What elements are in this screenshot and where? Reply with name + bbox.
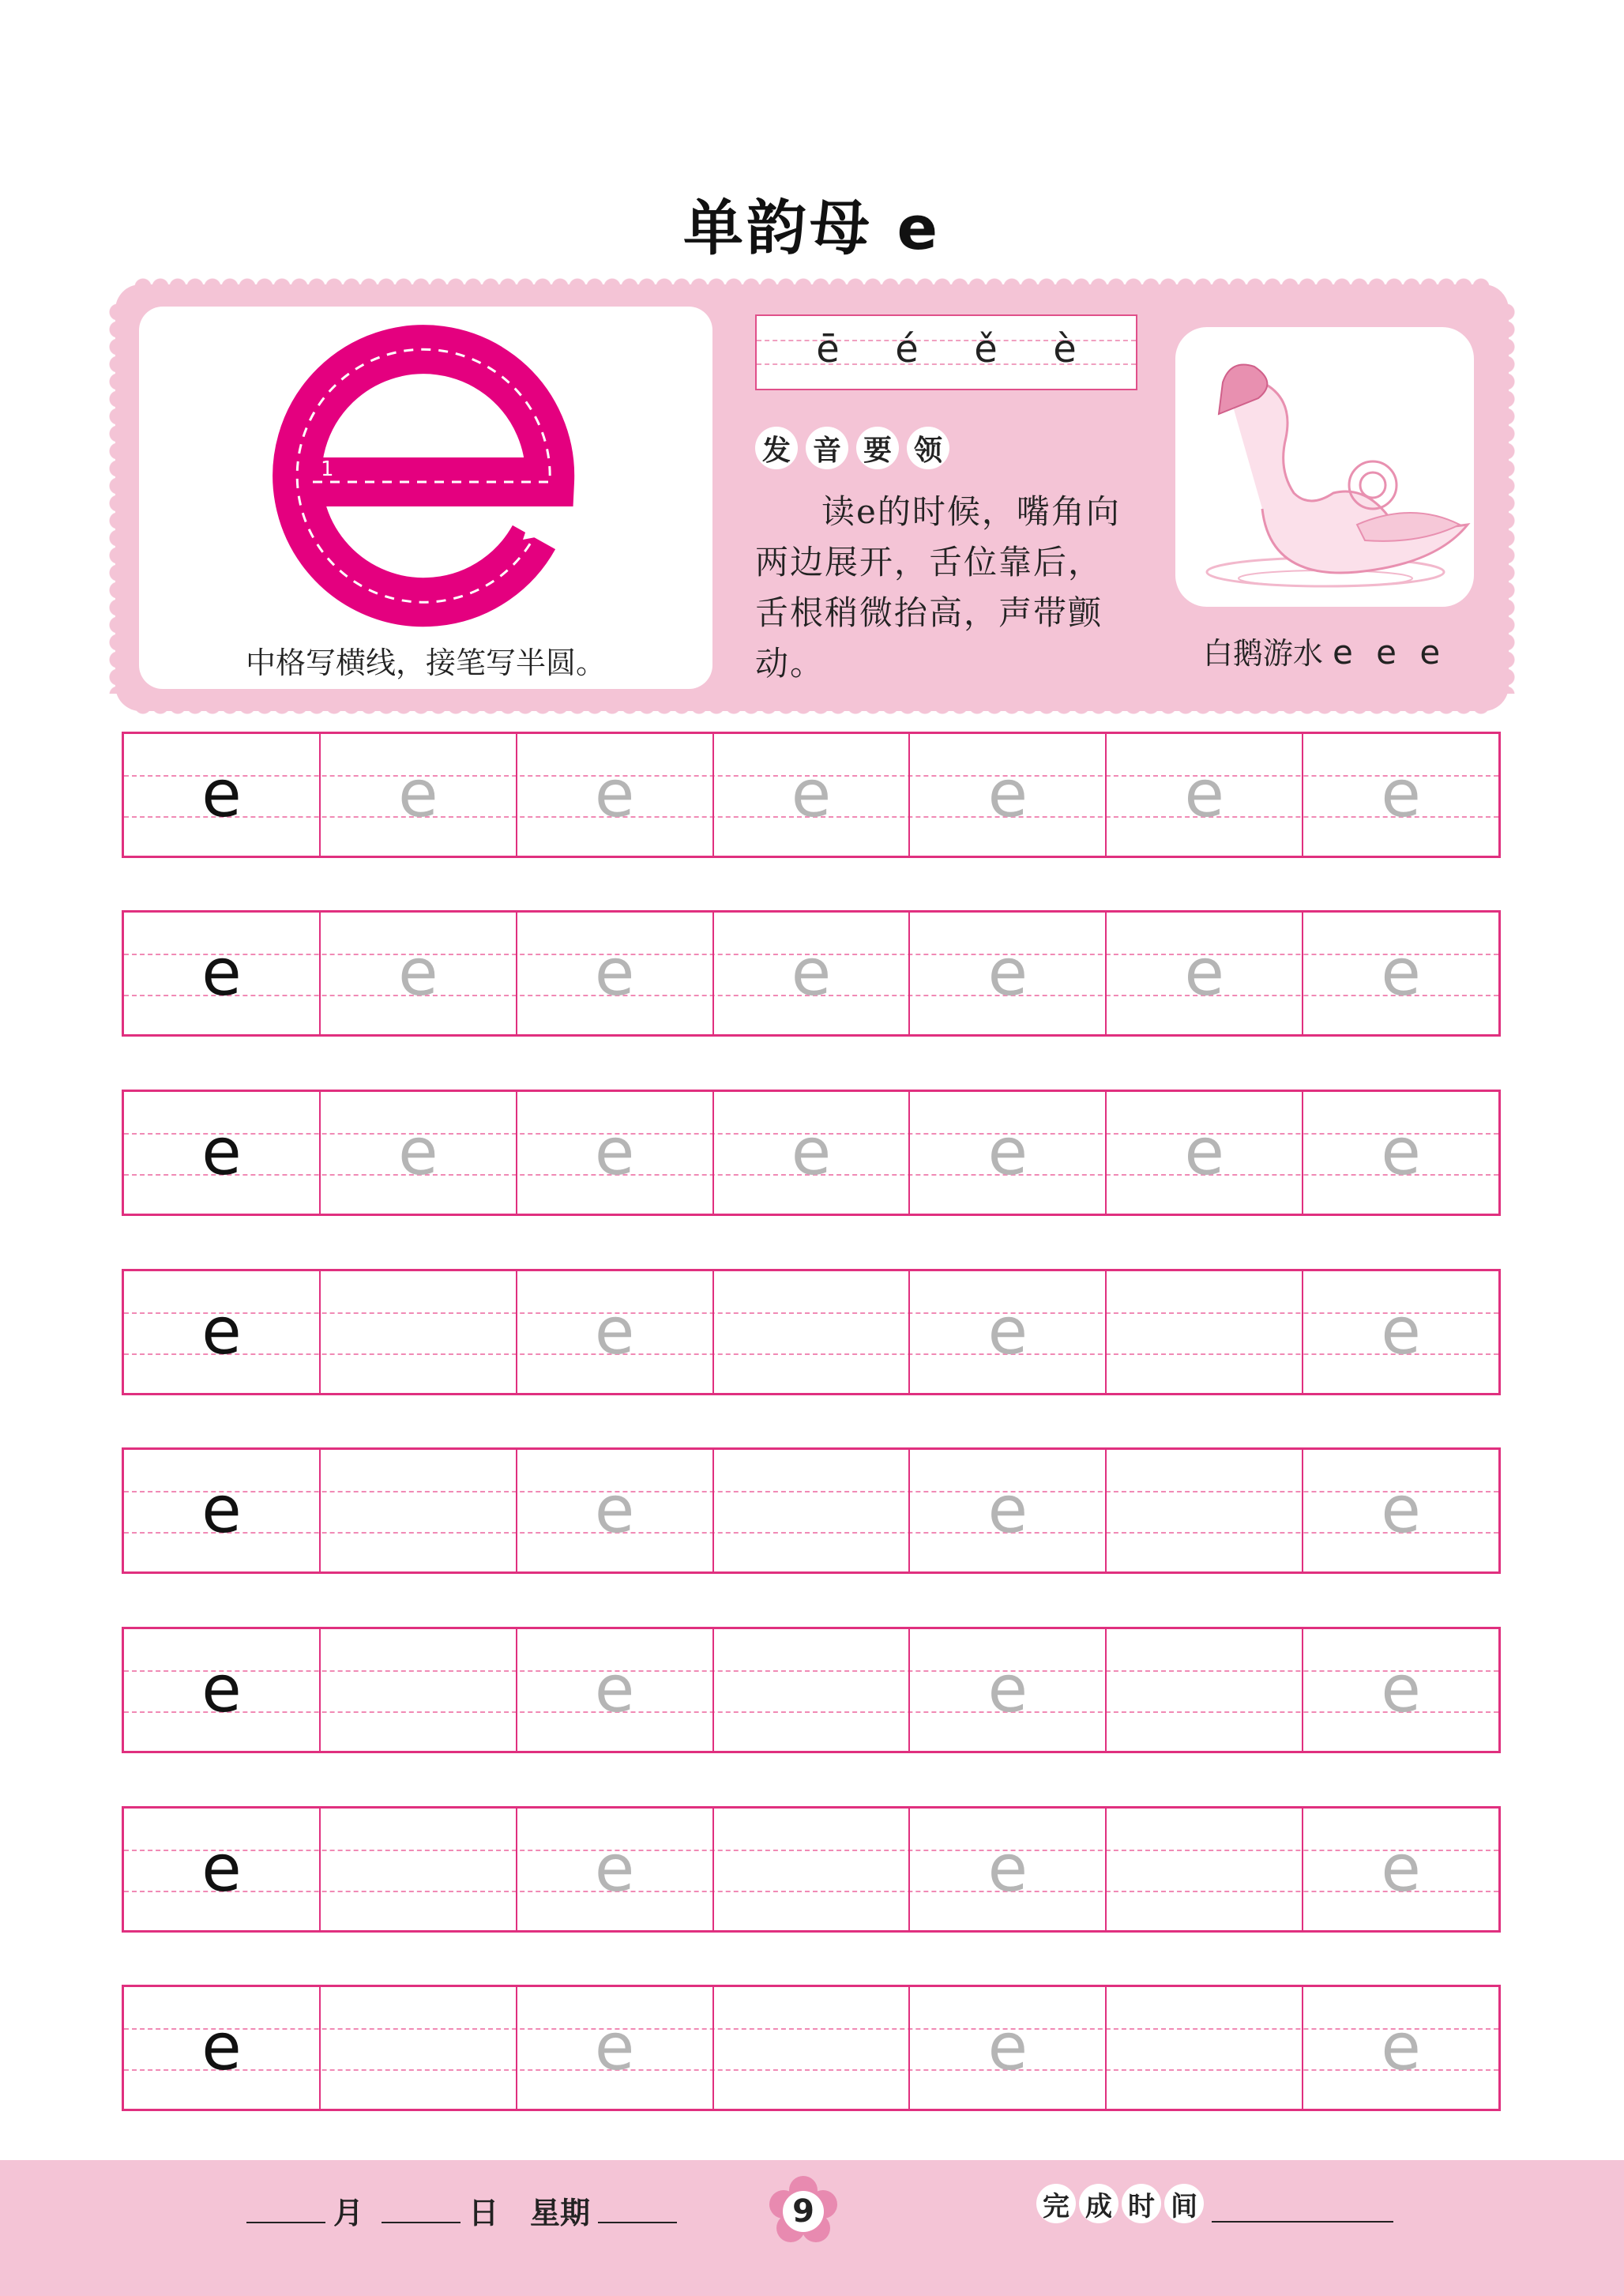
model-letter-cell: e [124, 1271, 321, 1393]
trace-letter-cell[interactable]: e [517, 1987, 714, 2109]
trace-letter-cell[interactable]: e [321, 1092, 517, 1214]
finish-label-char: 成 [1079, 2184, 1118, 2223]
blank-writing-cell[interactable] [321, 1629, 517, 1751]
model-letter-cell: e [124, 1987, 321, 2109]
practice-row [122, 1090, 1501, 1216]
trace-letter-cell[interactable]: e [910, 1629, 1107, 1751]
practice-row [122, 1269, 1501, 1395]
finish-time-blank[interactable] [1212, 2185, 1393, 2223]
trace-letter-cell[interactable]: e [1381, 1294, 1421, 1369]
trace-letter-cell[interactable]: e [1381, 2010, 1421, 2085]
practice-row [122, 910, 1501, 1037]
practice-row [122, 1985, 1501, 2111]
blank-writing-cell[interactable] [714, 1629, 911, 1751]
model-letter-cell: e [124, 1809, 321, 1930]
finish-label-char: 完 [1036, 2184, 1076, 2223]
tone-1: ē [816, 327, 840, 371]
trace-letter-cell[interactable]: e [517, 1450, 714, 1571]
trace-letter-cell[interactable]: e [910, 1271, 1107, 1393]
trace-letter-cell[interactable]: e [910, 1987, 1107, 2109]
stroke-number: 1 [321, 457, 334, 481]
swan-icon [1175, 327, 1474, 607]
blank-writing-cell[interactable] [1107, 1809, 1303, 1930]
blank-writing-cell[interactable] [1107, 1987, 1303, 2109]
trace-letter-cell[interactable]: e [1381, 1115, 1421, 1190]
trace-letter-cell[interactable]: e [517, 1271, 714, 1393]
blank-writing-cell[interactable] [1107, 1450, 1303, 1571]
weekday-label: 星期 [529, 2196, 590, 2230]
trace-letter-cell[interactable]: e [1381, 757, 1421, 832]
blank-writing-cell[interactable] [714, 1271, 911, 1393]
trace-letter-cell[interactable]: e [517, 1092, 714, 1214]
trace-letter-cell[interactable]: e [910, 1809, 1107, 1930]
blank-writing-cell[interactable] [321, 1271, 517, 1393]
practice-row [122, 732, 1501, 858]
trace-letter-cell[interactable]: e [1107, 913, 1303, 1034]
swan-illustration [1175, 327, 1474, 607]
trace-letter-cell[interactable]: e [1107, 734, 1303, 856]
trace-letter-cell[interactable]: e [1381, 1473, 1421, 1548]
tone-box [755, 314, 1137, 390]
finish-time [1036, 2184, 1393, 2223]
pronunciation-tips-text: 读e的时候，嘴角向两边展开，舌位靠后，舌根稍微抬高，声带颤动。 [755, 492, 1121, 683]
finish-label-char: 时 [1122, 2184, 1161, 2223]
trace-letter-cell[interactable]: e [517, 1629, 714, 1751]
model-letter-cell: e [124, 734, 321, 856]
trace-letter-cell[interactable]: e [714, 1092, 911, 1214]
day-blank[interactable] [382, 2222, 461, 2223]
page-title: 单韵母 e [682, 193, 941, 263]
footer [0, 2160, 1624, 2296]
model-letter-cell: e [124, 913, 321, 1034]
page-number: 9 [792, 2193, 814, 2230]
blank-writing-cell[interactable] [321, 1987, 517, 2109]
blank-writing-cell[interactable] [321, 1450, 517, 1571]
blank-writing-cell[interactable] [321, 1809, 517, 1930]
model-letter-cell: e [124, 1629, 321, 1751]
blank-writing-cell[interactable] [1107, 1271, 1303, 1393]
blank-writing-cell[interactable] [714, 1809, 911, 1930]
swan-caption [1175, 629, 1474, 672]
blank-writing-cell[interactable] [714, 1987, 911, 2109]
trace-letter-cell[interactable]: e [321, 734, 517, 856]
trace-letter-cell[interactable]: e [517, 734, 714, 856]
month-label: 月 [333, 2196, 364, 2230]
practice-row [122, 1806, 1501, 1933]
trace-letter-cell[interactable]: e [1381, 1652, 1421, 1727]
swan-letters: e e e [1332, 633, 1447, 672]
model-letter-cell: e [124, 1092, 321, 1214]
tips-heading-char: 发 [755, 427, 798, 469]
trace-letter-cell[interactable]: e [321, 913, 517, 1034]
trace-letter-cell[interactable]: e [1381, 935, 1421, 1011]
weekday-blank[interactable] [598, 2222, 677, 2223]
month-blank[interactable] [246, 2222, 325, 2223]
blank-writing-cell[interactable] [714, 1450, 911, 1571]
trace-letter-cell[interactable]: e [1381, 1831, 1421, 1906]
tips-heading-char: 音 [806, 427, 848, 469]
trace-letter-cell[interactable]: e [714, 913, 911, 1034]
tips-heading-char: 领 [907, 427, 949, 469]
finish-label-char: 间 [1164, 2184, 1204, 2223]
trace-letter-cell[interactable]: e [517, 913, 714, 1034]
stroke-tip: 中格写横线，接笔写半圆。 [245, 646, 606, 680]
date-fields [239, 2189, 685, 2232]
stroke-arrow-icon [523, 518, 543, 540]
trace-letter-cell[interactable]: e [910, 1450, 1107, 1571]
tone-4: è [1053, 327, 1077, 371]
pronunciation-tips-heading [755, 427, 949, 469]
trace-letter-cell[interactable]: e [910, 1092, 1107, 1214]
letter-panel [139, 307, 712, 689]
tips-heading-char: 要 [856, 427, 899, 469]
practice-row [122, 1627, 1501, 1753]
day-label: 日 [468, 2196, 499, 2230]
trace-letter-cell[interactable]: e [517, 1809, 714, 1930]
model-letter-cell: e [124, 1450, 321, 1571]
tone-3: ě [974, 327, 998, 371]
trace-letter-cell[interactable]: e [714, 734, 911, 856]
trace-letter-cell[interactable]: e [910, 734, 1107, 856]
practice-row [122, 1447, 1501, 1574]
trace-letter-cell[interactable]: e [1107, 1092, 1303, 1214]
blank-writing-cell[interactable] [1107, 1629, 1303, 1751]
tone-2: é [895, 327, 919, 371]
trace-letter-cell[interactable]: e [910, 913, 1107, 1034]
swan-label: 白鹅游水 [1202, 636, 1323, 671]
letter-e-stroke-diagram [258, 316, 589, 632]
